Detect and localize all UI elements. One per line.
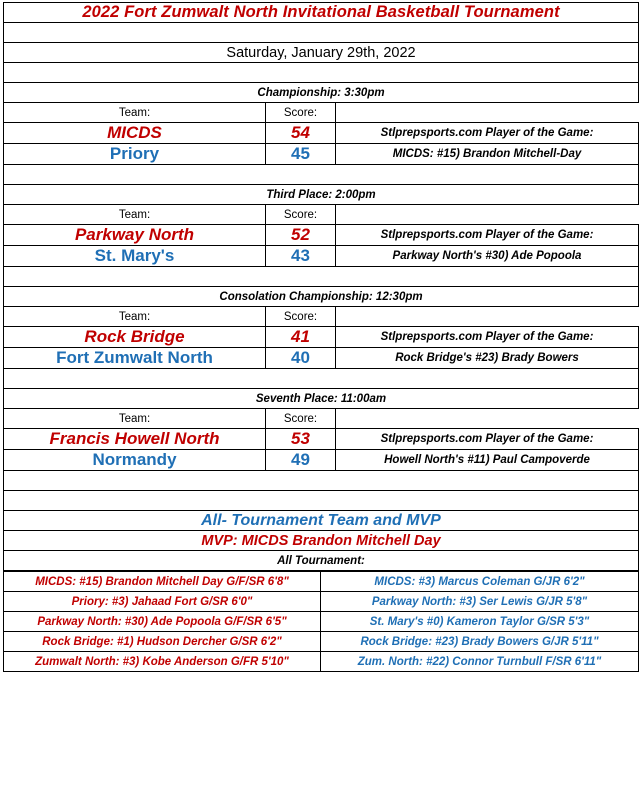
column-header-row xyxy=(4,409,639,429)
loser-team-cell xyxy=(4,348,266,369)
loser-team-cell xyxy=(4,450,266,471)
score-column-header xyxy=(266,307,336,327)
round-header-cell xyxy=(4,83,639,103)
column-header-row xyxy=(4,307,639,327)
column-header-row xyxy=(4,205,639,225)
round-header-row xyxy=(4,389,639,409)
potg-label: Stlprepsports.com Player of the Game: xyxy=(380,433,594,445)
winner-score-cell xyxy=(266,429,336,450)
spacer-row-4 xyxy=(4,267,639,287)
spacer-cell xyxy=(4,369,639,389)
spacer-cell xyxy=(4,63,639,83)
potg-name-cell xyxy=(336,246,639,267)
score-column-header xyxy=(266,409,336,429)
round-header-cell xyxy=(4,185,639,205)
all-tournament-left-cell xyxy=(4,592,321,612)
all-tournament-row xyxy=(4,592,639,612)
winner-team-cell xyxy=(4,429,266,450)
team-column-header xyxy=(4,307,266,327)
all-tournament-header-cell xyxy=(4,551,639,571)
loser-score-cell xyxy=(266,246,336,267)
player-entry: Rock Bridge: #23) Brady Bowers G/JR 5'11" xyxy=(360,635,599,648)
game-loser-row xyxy=(4,144,639,165)
all-tournament-left-cell xyxy=(4,652,321,672)
winner-team-name: Rock Bridge xyxy=(84,327,185,346)
loser-score: 49 xyxy=(291,450,310,469)
round-header-row xyxy=(4,287,639,307)
winner-score-cell xyxy=(266,123,336,144)
spacer-row-6 xyxy=(4,471,639,491)
player-entry: Priory: #3) Jahaad Fort G/SR 6'0" xyxy=(71,595,253,608)
event-date: Saturday, January 29th, 2022 xyxy=(226,44,416,61)
player-entry: Rock Bridge: #1) Hudson Dercher G/SR 6'2" xyxy=(42,635,282,648)
potg-label-cell xyxy=(336,429,639,450)
page-title-cell xyxy=(4,3,639,23)
potg-label: Stlprepsports.com Player of the Game: xyxy=(380,229,594,241)
date-row xyxy=(4,43,639,63)
score-col-label: Score: xyxy=(283,310,318,323)
all-tournament-row xyxy=(4,632,639,652)
empty-header-cell xyxy=(336,103,639,123)
player-entry: Zum. North: #22) Connor Turnbull F/SR 6'11" xyxy=(357,655,602,668)
potg-name-cell xyxy=(336,450,639,471)
column-header-row xyxy=(4,103,639,123)
game-loser-row xyxy=(4,450,639,471)
round-label: Championship: 3:30pm xyxy=(257,86,385,99)
all-tournament-title-cell xyxy=(4,511,639,531)
empty-header-cell xyxy=(336,307,639,327)
potg-name: Howell North's #11) Paul Campoverde xyxy=(384,454,590,466)
loser-team-cell xyxy=(4,246,266,267)
spacer-cell xyxy=(4,471,639,491)
spacer-cell xyxy=(4,491,639,511)
game-loser-row xyxy=(4,348,639,369)
winner-score: 53 xyxy=(291,429,310,448)
loser-team-cell xyxy=(4,144,266,165)
score-column-header xyxy=(266,103,336,123)
winner-score: 41 xyxy=(291,327,310,346)
winner-team-cell xyxy=(4,225,266,246)
all-tournament-title: All- Tournament Team and MVP xyxy=(201,511,441,529)
all-tournament-table xyxy=(3,571,639,672)
potg-label: Stlprepsports.com Player of the Game: xyxy=(380,127,594,139)
all-tournament-row xyxy=(4,652,639,672)
all-tournament-left-cell xyxy=(4,572,321,592)
all-tournament-right-cell xyxy=(321,652,639,672)
spacer-cell xyxy=(4,23,639,43)
round-header-cell xyxy=(4,389,639,409)
mvp-row xyxy=(4,531,639,551)
loser-score-cell xyxy=(266,348,336,369)
loser-team-name: Fort Zumwalt North xyxy=(56,348,213,367)
loser-team-name: Normandy xyxy=(92,450,177,469)
empty-header-cell xyxy=(336,409,639,429)
team-col-label: Team: xyxy=(118,412,151,425)
team-column-header xyxy=(4,205,266,225)
team-col-label: Team: xyxy=(118,310,151,323)
team-col-label: Team: xyxy=(118,106,151,119)
spacer-cell xyxy=(4,267,639,287)
potg-name: MICDS: #15) Brandon Mitchell-Day xyxy=(392,148,582,160)
round-header-cell xyxy=(4,287,639,307)
loser-score: 43 xyxy=(291,246,310,265)
game-winner-row xyxy=(4,123,639,144)
round-header-row xyxy=(4,185,639,205)
potg-label-cell xyxy=(336,327,639,348)
round-header-row xyxy=(4,83,639,103)
loser-score: 45 xyxy=(291,144,310,163)
potg-label-cell xyxy=(336,123,639,144)
winner-score-cell xyxy=(266,225,336,246)
all-tournament-label: All Tournament: xyxy=(277,554,365,567)
player-entry: Parkway North: #3) Ser Lewis G/JR 5'8" xyxy=(371,595,588,608)
title-row xyxy=(4,3,639,23)
spacer-row-2 xyxy=(4,63,639,83)
mvp-text: MVP: MICDS Brandon Mitchell Day xyxy=(201,532,441,549)
game-loser-row xyxy=(4,246,639,267)
round-label: Seventh Place: 11:00am xyxy=(255,392,387,405)
score-col-label: Score: xyxy=(283,208,318,221)
round-label: Consolation Championship: 12:30pm xyxy=(219,290,423,303)
winner-score: 54 xyxy=(291,123,310,142)
winner-team-cell xyxy=(4,327,266,348)
player-entry: MICDS: #15) Brandon Mitchell Day G/F/SR 6'8" xyxy=(35,575,289,588)
potg-name: Rock Bridge's #23) Brady Bowers xyxy=(395,352,579,364)
game-winner-row xyxy=(4,429,639,450)
player-entry: MICDS: #3) Marcus Coleman G/JR 6'2" xyxy=(374,575,585,588)
results-table xyxy=(3,2,639,571)
date-cell xyxy=(4,43,639,63)
empty-header-cell xyxy=(336,205,639,225)
all-tournament-right-cell xyxy=(321,592,639,612)
spacer-cell xyxy=(4,165,639,185)
game-winner-row xyxy=(4,225,639,246)
all-tournament-right-cell xyxy=(321,632,639,652)
team-column-header xyxy=(4,103,266,123)
winner-team-cell xyxy=(4,123,266,144)
loser-team-name: St. Mary's xyxy=(94,246,175,265)
score-col-label: Score: xyxy=(283,106,318,119)
all-tournament-left-cell xyxy=(4,632,321,652)
spacer-row-7 xyxy=(4,491,639,511)
score-column-header xyxy=(266,205,336,225)
player-entry: St. Mary's #0) Kameron Taylor G/SR 5'3" xyxy=(369,615,590,628)
potg-name-cell xyxy=(336,348,639,369)
winner-team-name: Francis Howell North xyxy=(49,429,220,448)
spacer-row-5 xyxy=(4,369,639,389)
loser-score-cell xyxy=(266,450,336,471)
player-entry: Parkway North: #30) Ade Popoola G/F/SR 6'5" xyxy=(37,615,287,628)
mvp-cell xyxy=(4,531,639,551)
potg-name-cell xyxy=(336,144,639,165)
score-col-label: Score: xyxy=(283,412,318,425)
all-tournament-left-cell xyxy=(4,612,321,632)
game-winner-row xyxy=(4,327,639,348)
all-tournament-row xyxy=(4,612,639,632)
winner-score-cell xyxy=(266,327,336,348)
team-col-label: Team: xyxy=(118,208,151,221)
loser-team-name: Priory xyxy=(109,144,160,163)
all-tournament-right-cell xyxy=(321,612,639,632)
page-title: 2022 Fort Zumwalt North Invitational Basketball Tournament xyxy=(82,3,560,21)
winner-team-name: MICDS xyxy=(107,123,162,142)
team-column-header xyxy=(4,409,266,429)
round-label: Third Place: 2:00pm xyxy=(266,188,376,201)
spacer-row-3 xyxy=(4,165,639,185)
potg-label: Stlprepsports.com Player of the Game: xyxy=(380,331,594,343)
winner-team-name: Parkway North xyxy=(74,225,195,244)
all-tournament-title-row xyxy=(4,511,639,531)
winner-score: 52 xyxy=(291,225,310,244)
potg-label-cell xyxy=(336,225,639,246)
player-entry: Zumwalt North: #3) Kobe Anderson G/FR 5'10" xyxy=(35,655,289,668)
all-tournament-right-cell xyxy=(321,572,639,592)
all-tournament-header-row xyxy=(4,551,639,571)
loser-score-cell xyxy=(266,144,336,165)
all-tournament-row xyxy=(4,572,639,592)
potg-name: Parkway North's #30) Ade Popoola xyxy=(392,250,582,262)
spacer-row-1 xyxy=(4,23,639,43)
loser-score: 40 xyxy=(291,348,310,367)
